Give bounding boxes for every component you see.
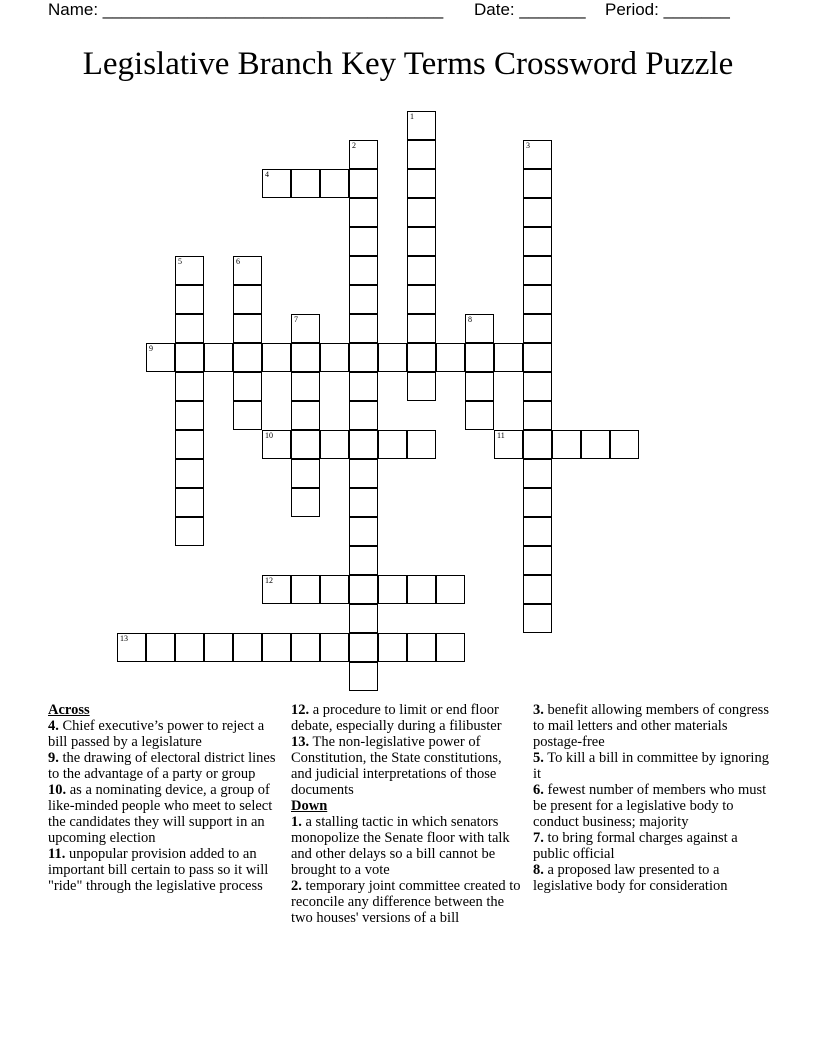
grid-cell[interactable] [407,285,436,314]
grid-cell[interactable] [291,169,320,198]
grid-cell[interactable] [523,227,552,256]
clue-column-3 [533,702,771,894]
grid-cell[interactable] [407,111,436,140]
grid-cell[interactable] [291,575,320,604]
grid-cell[interactable] [291,430,320,459]
across-clue-12: 12. a procedure to limit or end floor debate, especially during a filibuster [291,702,502,734]
grid-cell[interactable] [407,198,436,227]
grid-cell[interactable] [349,314,378,343]
name-field[interactable]: Name: ____________________________________ [48,0,444,19]
grid-cell[interactable] [262,430,291,459]
grid-cell[interactable] [378,575,407,604]
grid-cell[interactable] [349,140,378,169]
grid-cell[interactable] [349,256,378,285]
grid-cell[interactable] [233,285,262,314]
date-field[interactable]: Date: _______ [474,0,586,19]
grid-cell[interactable] [320,343,349,372]
clue-number: 1 [410,112,414,121]
grid-cell[interactable] [204,633,233,662]
grid-cell[interactable] [465,372,494,401]
grid-cell[interactable] [175,401,204,430]
page-title: Legislative Branch Key Terms Crossword Puzzle [82,46,734,82]
grid-cell[interactable] [407,633,436,662]
grid-cell[interactable] [465,343,494,372]
grid-cell[interactable] [523,459,552,488]
grid-cell[interactable] [233,372,262,401]
grid-cell[interactable] [291,343,320,372]
grid-cell[interactable] [349,430,378,459]
grid-cell[interactable] [349,546,378,575]
clue-column-2 [291,702,525,926]
grid-cell[interactable] [494,343,523,372]
grid-cell[interactable] [465,314,494,343]
clue-number: 9 [149,344,153,353]
grid-cell[interactable] [291,314,320,343]
across-clue-11: 11. unpopular provision added to an important bill certain to pass so it will "ride" through the legislative process [48,846,269,894]
grid-cell[interactable] [291,372,320,401]
across-heading: Across [48,702,90,718]
grid-cell[interactable] [175,488,204,517]
grid-cell[interactable] [349,459,378,488]
grid-cell[interactable] [349,575,378,604]
grid-cell[interactable] [291,459,320,488]
grid-cell[interactable] [407,169,436,198]
period-field[interactable]: Period: _______ [605,0,730,19]
grid-cell[interactable] [349,372,378,401]
grid-cell[interactable] [581,430,610,459]
grid-cell[interactable] [523,198,552,227]
grid-cell[interactable] [175,517,204,546]
grid-cell[interactable] [349,198,378,227]
grid-cell[interactable] [436,633,465,662]
grid-cell[interactable] [291,401,320,430]
grid-cell[interactable] [523,140,552,169]
clue-number: 4 [265,170,269,179]
grid-cell[interactable] [175,372,204,401]
grid-cell[interactable] [349,517,378,546]
grid-cell[interactable] [407,343,436,372]
grid-cell[interactable] [523,372,552,401]
grid-cell[interactable] [523,517,552,546]
grid-cell[interactable] [523,575,552,604]
grid-cell[interactable] [262,169,291,198]
down-clue-1: 1. a stalling tactic in which senators monopolize the Senate floor with talk and other delays so a bill cannot be brought to a vote [291,814,510,878]
grid-cell[interactable] [407,575,436,604]
clue-number: 10 [265,431,273,440]
across-clue-4: 4. Chief executive’s power to reject a bill passed by a legislature [48,718,265,750]
grid-cell[interactable] [523,314,552,343]
grid-cell[interactable] [320,633,349,662]
grid-cell[interactable] [407,140,436,169]
down-clue-2: 2. temporary joint committee created to reconcile any difference between the two houses' versions of a bill [291,878,521,926]
grid-cell[interactable] [175,285,204,314]
clue-column-1 [48,702,286,894]
grid-cell[interactable] [349,633,378,662]
grid-cell[interactable] [320,169,349,198]
down-heading: Down [291,798,328,814]
grid-cell[interactable] [233,343,262,372]
grid-cell[interactable] [175,343,204,372]
down-clue-3: 3. benefit allowing members of congress to mail letters and other materials postage-free [533,702,769,750]
clue-number: 13 [120,634,128,643]
grid-cell[interactable] [407,256,436,285]
grid-cell[interactable] [146,633,175,662]
grid-cell[interactable] [349,343,378,372]
grid-cell[interactable] [407,372,436,401]
grid-cell[interactable] [233,256,262,285]
grid-cell[interactable] [233,314,262,343]
clue-number: 8 [468,315,472,324]
grid-cell[interactable] [349,604,378,633]
grid-cell[interactable] [523,546,552,575]
grid-cell[interactable] [494,430,523,459]
grid-cell[interactable] [523,604,552,633]
grid-cell[interactable] [523,169,552,198]
grid-cell[interactable] [378,430,407,459]
grid-cell[interactable] [233,633,262,662]
grid-cell[interactable] [436,575,465,604]
grid-cell[interactable] [175,314,204,343]
grid-cell[interactable] [552,430,581,459]
down-clue-8: 8. a proposed law presented to a legislative body for consideration [533,862,728,894]
across-clue-13: 13. The non-legislative power of Constitution, the State constitutions, and judicial interpretations of those documents [291,734,502,798]
down-clue-5: 5. To kill a bill in committee by ignoring it [533,750,769,782]
grid-cell[interactable] [378,633,407,662]
grid-cell[interactable] [378,343,407,372]
clue-number: 7 [294,315,298,324]
grid-cell[interactable] [610,430,639,459]
grid-cell[interactable] [523,488,552,517]
grid-cell[interactable] [349,401,378,430]
clue-number: 2 [352,141,356,150]
grid-cell[interactable] [175,256,204,285]
clue-number: 3 [526,141,530,150]
clue-number: 5 [178,257,182,266]
grid-cell[interactable] [320,575,349,604]
grid-cell[interactable] [349,488,378,517]
grid-cell[interactable] [523,430,552,459]
grid-cell[interactable] [407,227,436,256]
grid-cell[interactable] [436,343,465,372]
grid-cell[interactable] [407,314,436,343]
grid-cell[interactable] [523,343,552,372]
grid-cell[interactable] [262,575,291,604]
grid-cell[interactable] [465,401,494,430]
grid-cell[interactable] [262,343,291,372]
across-clue-10: 10. as a nominating device, a group of like-minded people who meet to select the candidates they will support in an upcoming election [48,782,273,846]
clue-number: 12 [265,576,273,585]
clue-number: 11 [497,431,505,440]
grid-cell[interactable] [175,633,204,662]
clue-number: 6 [236,257,240,266]
grid-cell[interactable] [349,169,378,198]
across-clue-9: 9. the drawing of electoral district lines to the advantage of a party or group [48,750,276,782]
grid-cell[interactable] [204,343,233,372]
grid-cell[interactable] [291,633,320,662]
grid-cell[interactable] [320,430,349,459]
grid-cell[interactable] [175,430,204,459]
grid-cell[interactable] [262,633,291,662]
grid-cell[interactable] [146,343,175,372]
grid-cell[interactable] [523,256,552,285]
grid-cell[interactable] [291,488,320,517]
down-clue-6: 6. fewest number of members who must be present for a legislative body to conduct business; majority [533,782,767,830]
grid-cell[interactable] [349,662,378,691]
grid-cell[interactable] [349,285,378,314]
grid-cell[interactable] [407,430,436,459]
grid-cell[interactable] [117,633,146,662]
grid-cell[interactable] [233,401,262,430]
down-clue-7: 7. to bring formal charges against a public official [533,830,738,862]
grid-cell[interactable] [523,401,552,430]
grid-cell[interactable] [523,285,552,314]
grid-cell[interactable] [349,227,378,256]
grid-cell[interactable] [175,459,204,488]
